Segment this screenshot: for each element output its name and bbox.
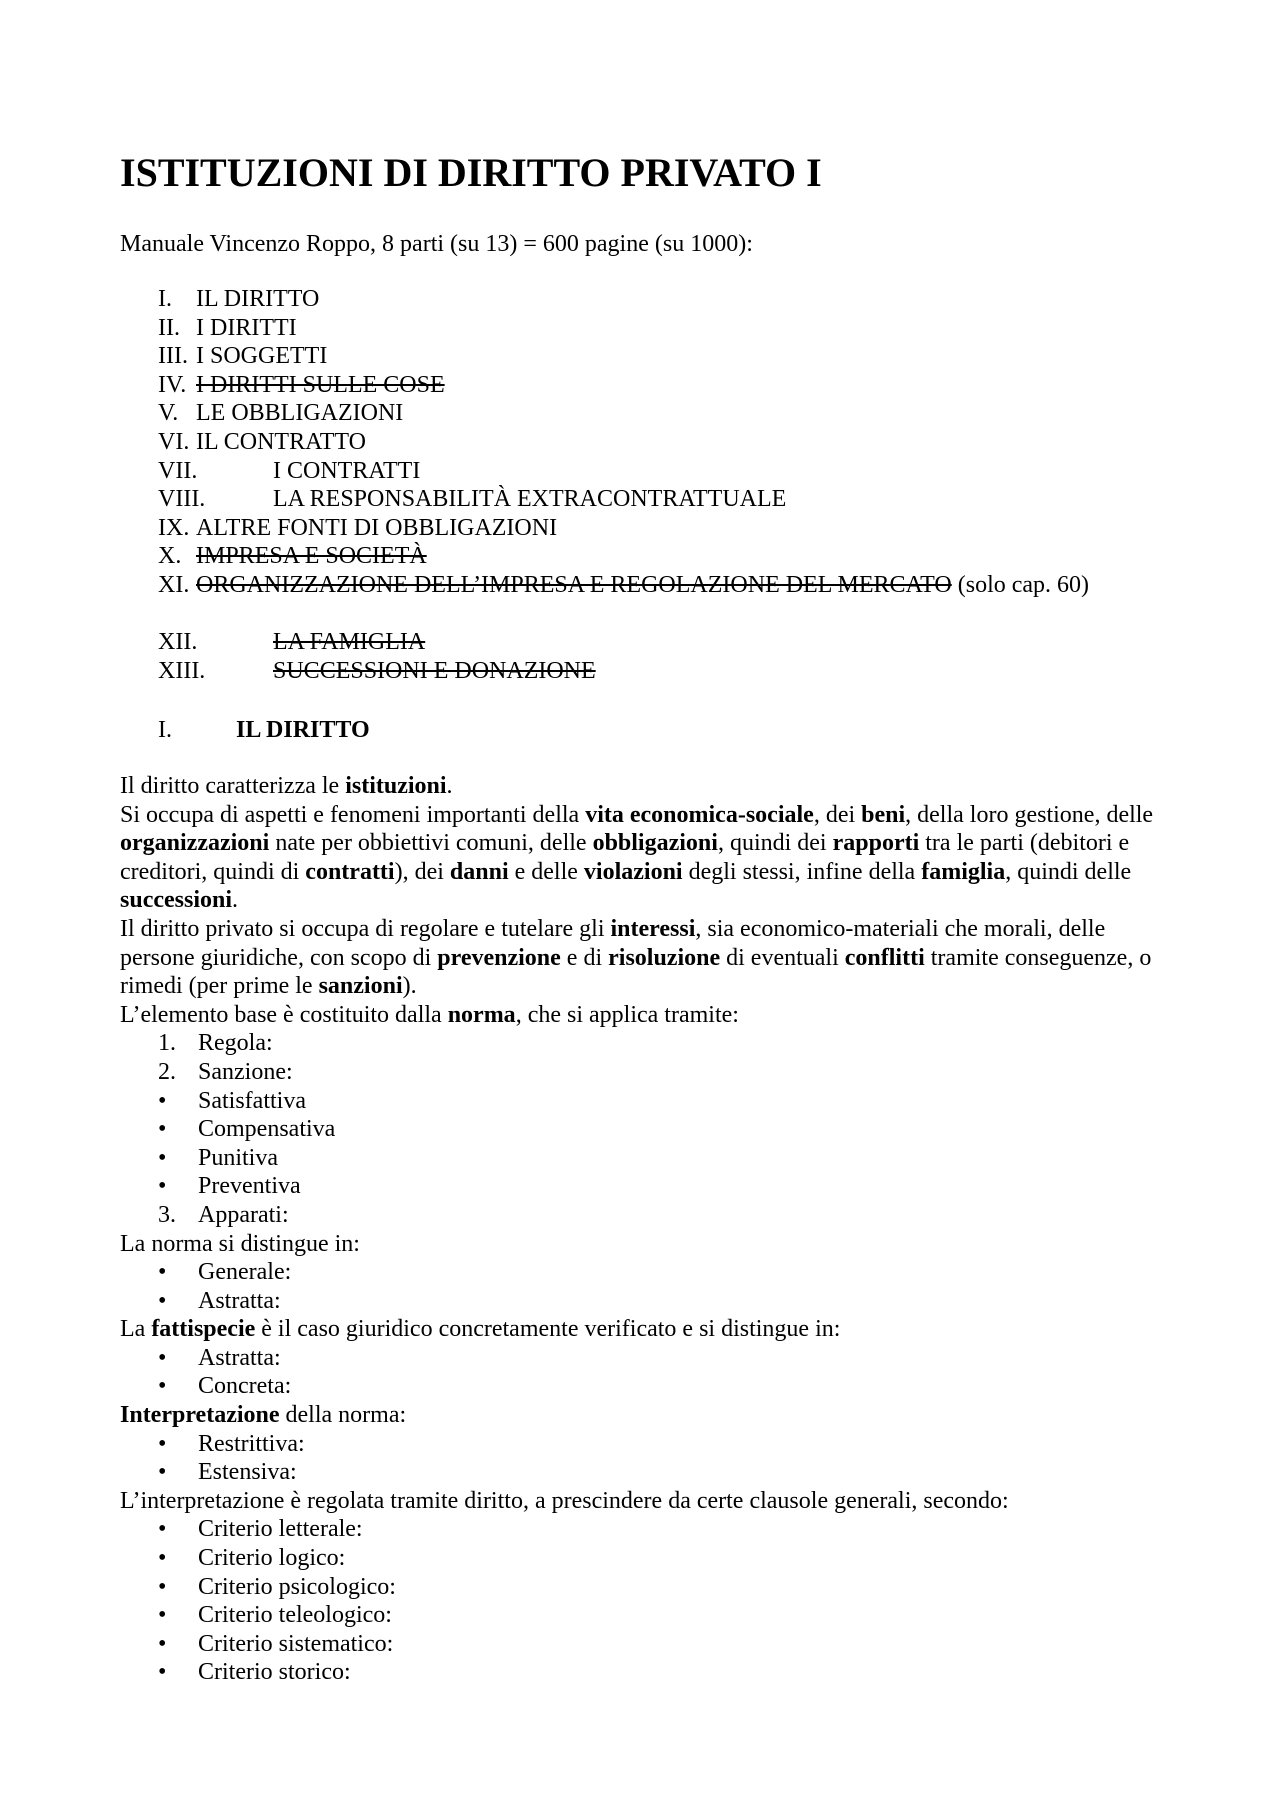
toc-note: (solo cap. 60) [951,571,1090,598]
list-item [120,1573,1170,1602]
list-item [120,1630,1170,1659]
bold-term: contratti [305,858,395,885]
list-interpretation-types [120,1430,1170,1487]
toc-text: IL CONTRATTO [196,428,366,455]
paragraph [120,1401,1170,1430]
list-item [120,1458,1170,1487]
bullet-marker: • [158,1516,167,1543]
toc-item [158,371,1168,400]
paragraph [120,1001,1170,1030]
list-text: Criterio logico: [198,1545,346,1572]
paragraph: La norma si distingue in: [120,1230,360,1257]
bold-term: risoluzione [608,944,721,971]
list-item [120,1258,1170,1287]
text-run: , quindi dei [717,830,833,857]
toc-item [158,542,1168,571]
toc-text-struck: SUCCESSIONI E DONAZIONE [273,657,596,684]
toc-text-struck: I DIRITTI SULLE COSE [196,371,445,398]
bullet-marker: • [158,1373,167,1400]
toc-number: V. [158,400,179,427]
list-norma-application [120,1029,1170,1229]
text-run: tra le parti (debitori e creditori, quindi di [120,830,1130,885]
toc-item [158,457,1168,486]
bullet-marker: • [158,1173,167,1200]
toc-item [158,314,1168,343]
toc-item [158,628,1168,657]
bold-term: successioni [120,887,233,914]
text-run: e delle [508,858,584,885]
document-subtitle: Manuale Vincenzo Roppo, 8 parti (su 13) = 600 pagine (su 1000): [120,231,753,257]
text-run: della norma: [279,1402,407,1429]
list-text: Sanzione: [198,1058,293,1085]
bold-term: istituzioni [345,773,447,799]
text-run: Il diritto caratterizza le [120,773,346,799]
bold-term: danni [449,858,509,885]
list-marker: 1. [158,1030,176,1057]
bullet-marker: • [158,1602,167,1629]
text-run: . [232,887,239,914]
toc-item [158,657,1168,686]
toc-number: XI. [158,571,190,598]
bold-term: vita economica-sociale [585,801,814,828]
toc-number: VII. [158,457,198,484]
text-run: di eventuali [720,944,845,971]
toc-text: I DIRITTI [196,314,297,341]
list-text: Criterio letterale: [198,1516,363,1543]
text-run: è il caso giuridico concretamente verificato e si distingue in: [255,1316,841,1343]
bold-term: rapporti [832,830,920,857]
list-item [120,1201,1170,1230]
bullet-marker: • [158,1087,167,1114]
toc-number: X. [158,543,182,570]
toc-number: XII. [158,629,198,656]
bullet-marker: • [158,1287,167,1314]
toc-number: I. [158,286,172,312]
text-run: e di [560,944,609,971]
text-run: tramite conseguenze, o rimedi (per prime le [120,944,1152,1000]
paragraph [120,772,1170,801]
toc-text: LE OBBLIGAZIONI [196,400,404,427]
toc-item [158,485,1168,514]
list-text: Criterio storico: [198,1659,351,1686]
list-item [120,1058,1170,1087]
bold-term: conflitti [844,944,925,971]
bullet-marker: • [158,1344,167,1371]
section-number: I. [158,717,172,743]
list-text: Apparati: [198,1201,289,1228]
bold-term: violazioni [583,858,683,885]
list-item [120,1029,1170,1058]
bold-term: fattispecie [151,1316,256,1343]
toc-text-struck: ORGANIZZAZIONE DELL’IMPRESA E REGOLAZIONE DEL MERCATO [196,571,952,598]
text-run: Il diritto privato si occupa di regolare e tutelare gli [120,915,611,942]
toc-number: VIII. [158,486,206,513]
toc-text: LA RESPONSABILITÀ EXTRACONTRATTUALE [273,486,787,513]
list-item [120,1144,1170,1173]
list-text: Criterio psicologico: [198,1573,396,1600]
table-of-contents [158,285,1168,685]
text-run: . [446,773,453,799]
list-text: Concreta: [198,1373,292,1400]
paragraph [120,801,1170,915]
toc-number: II. [158,314,180,341]
bold-term: famiglia [921,858,1006,885]
toc-text: I SOGGETTI [196,343,328,370]
list-item [120,1287,1170,1316]
text-run: , quindi delle [1005,858,1132,885]
bold-term: prevenzione [437,944,561,971]
list-text: Compensativa [198,1116,336,1143]
text-run: La [120,1316,152,1343]
list-norma-types [120,1258,1170,1315]
paragraph [120,915,1170,1001]
section-body [120,772,1170,1687]
toc-item [158,571,1168,628]
bullet-marker: • [158,1116,167,1143]
list-text: Criterio sistematico: [198,1630,394,1657]
bullet-marker: • [158,1430,167,1457]
bullet-marker: • [158,1630,167,1657]
list-item [120,1658,1170,1687]
list-text: Restrittiva: [198,1430,305,1457]
bullet-marker: • [158,1259,167,1286]
text-run: Si occupa di aspetti e fenomeni importanti della [120,801,586,828]
bullet-marker: • [158,1144,167,1171]
text-run: degli stessi, infine della [682,858,922,885]
list-item [120,1115,1170,1144]
document-title: ISTITUZIONI DI DIRITTO PRIVATO I [120,150,822,195]
bold-term: interessi [610,915,696,942]
bullet-marker: • [158,1573,167,1600]
list-item [120,1601,1170,1630]
list-text: Punitiva [198,1144,279,1171]
toc-text-struck: IMPRESA E SOCIETÀ [196,543,427,570]
list-text: Satisfattiva [198,1087,306,1114]
list-item [120,1087,1170,1116]
toc-item [158,399,1168,428]
bullet-marker: • [158,1659,167,1686]
text-run: , dei [813,801,862,828]
text-run: nate per obbiettivi comuni, delle [269,830,593,857]
toc-number: XIII. [158,657,206,684]
toc-number: IV. [158,371,187,398]
text-run: ), dei [394,858,450,885]
toc-item [158,514,1168,543]
text-run: ). [402,973,417,1000]
toc-number: IX. [158,514,190,541]
toc-text-wrapped [196,571,1156,600]
list-marker: 2. [158,1058,176,1085]
list-text: Astratta: [198,1287,281,1314]
bold-term: norma [447,1001,516,1028]
toc-number: III. [158,343,188,370]
paragraph: L’interpretazione è regolata tramite diritto, a prescindere da certe clausole generali, secondo: [120,1487,1009,1514]
list-fattispecie-types [120,1344,1170,1401]
list-interpretation-criteria [120,1515,1170,1687]
toc-item [158,285,1168,314]
bold-term: beni [861,801,906,828]
list-text: Criterio teleologico: [198,1602,392,1629]
bold-term: Interpretazione [120,1402,280,1429]
list-item [120,1172,1170,1201]
list-item [120,1344,1170,1373]
text-run: , della loro gestione, delle [905,801,1154,828]
list-text: Astratta: [198,1344,281,1371]
paragraph [120,1315,1170,1344]
toc-text-struck: LA FAMIGLIA [273,629,426,656]
list-marker: 3. [158,1201,176,1228]
list-text: Preventiva [198,1173,301,1200]
text-run: , che si applica tramite: [515,1001,739,1028]
bold-term: sanzioni [318,973,403,1000]
toc-item [158,342,1168,371]
list-text: Estensiva: [198,1459,297,1486]
toc-text: IL DIRITTO [196,286,320,312]
list-text: Generale: [198,1259,292,1286]
bold-term: organizzazioni [120,830,270,857]
toc-text: I CONTRATTI [273,457,421,484]
list-item [120,1544,1170,1573]
toc-number: VI. [158,428,190,455]
text-run: , sia economico-materiali che morali, delle persone giuridiche, con scopo di [120,915,1106,971]
list-item [120,1430,1170,1459]
toc-text: ALTRE FONTI DI OBBLIGAZIONI [196,514,558,541]
bullet-marker: • [158,1545,167,1572]
bold-term: obbligazioni [592,830,718,857]
section-title: IL DIRITTO [236,717,370,743]
list-item [120,1515,1170,1544]
list-text: Regola: [198,1030,273,1057]
toc-item [158,428,1168,457]
text-run: L’elemento base è costituito dalla [120,1001,448,1028]
list-item [120,1372,1170,1401]
bullet-marker: • [158,1459,167,1486]
